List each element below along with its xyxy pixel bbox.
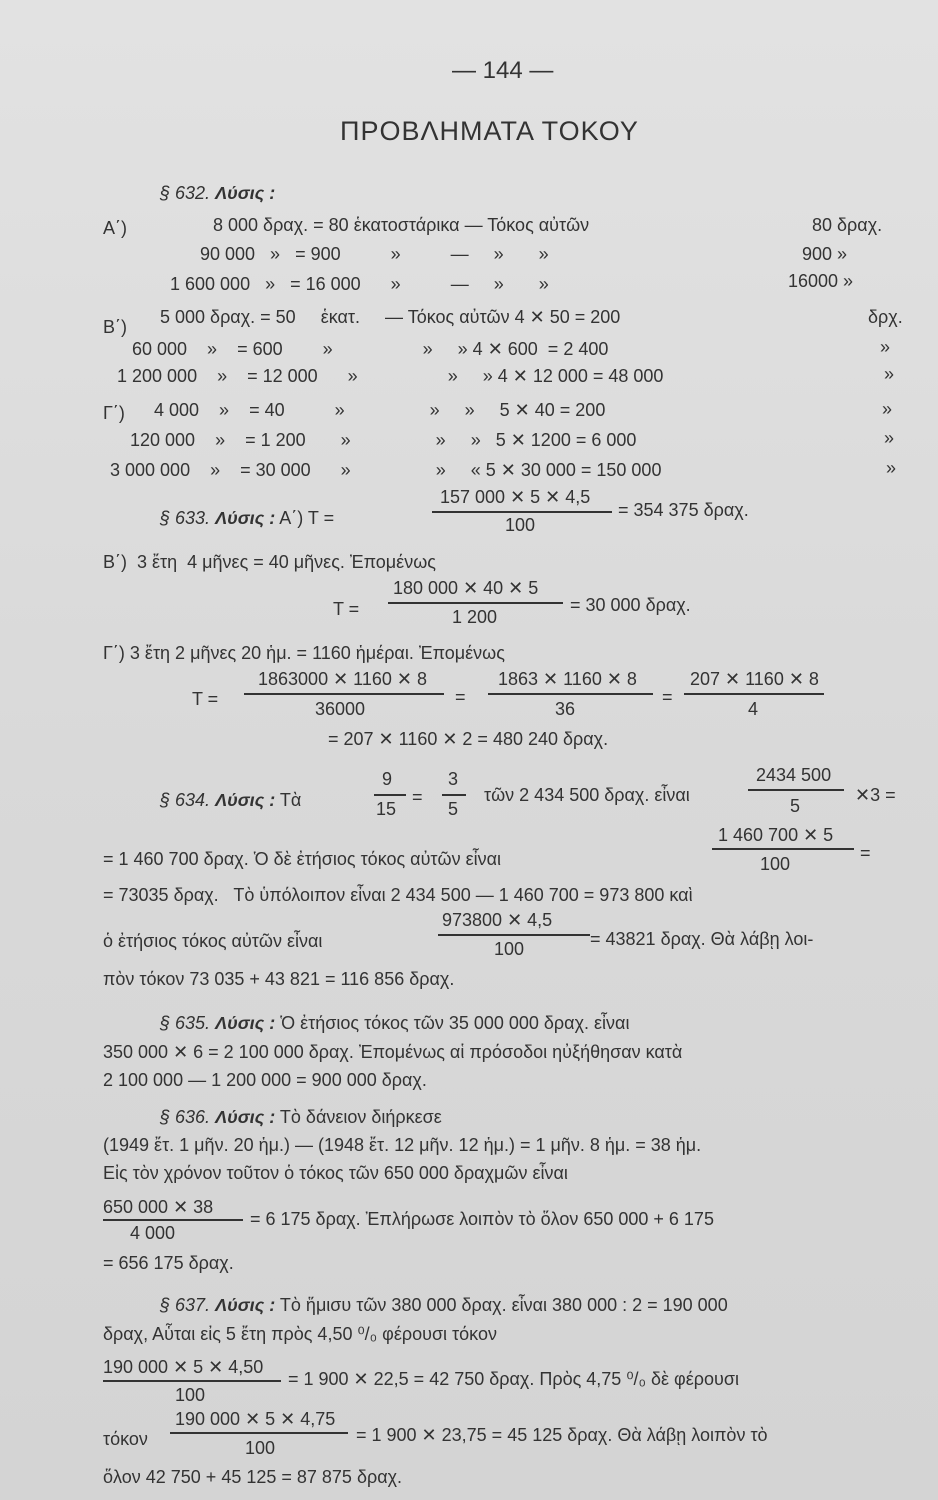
section-637-heading — [160, 1294, 728, 1316]
solution-label: Λύσις : — [215, 508, 276, 528]
line-635-3: 2 100 000 — 1 200 000 = 900 000 δραχ. — [103, 1070, 427, 1090]
value-632-b2: » — [880, 337, 891, 357]
solution-label: Λύσις : — [215, 1295, 276, 1315]
page-title: ΠΡΟΒΛΗΜΑΤΑ ΤΟΚΟΥ — [340, 116, 639, 146]
equals-sign: = — [455, 687, 466, 707]
line-632-b3: 1 200 000 » = 12 000 » » » 4 ✕ 12 000 = 48 000 — [117, 366, 664, 386]
section-number: § 637. — [160, 1295, 211, 1315]
fraction-633g-numerator-3: 207 ✕ 1160 ✕ 8 — [690, 669, 819, 689]
value-632-g2: » — [884, 428, 895, 448]
fraction-bar — [684, 693, 824, 695]
fraction-bar — [103, 1380, 281, 1382]
part-g-label: Γ΄) — [103, 403, 125, 423]
line-632-a1: 8 000 δραχ. = 80 ἑκατοστάρικα — Τόκος αὐτῶν — [213, 215, 590, 235]
fraction-634-d4: 100 — [760, 854, 791, 874]
fraction-bar — [374, 794, 406, 796]
fraction-633g-numerator-2: 1863 ✕ 1160 ✕ 8 — [498, 669, 637, 689]
fraction-634-n3: 2434 500 — [756, 765, 832, 785]
fraction-633g-numerator-1: 1863000 ✕ 1160 ✕ 8 — [258, 669, 427, 689]
line-636-4: = 6 175 δραχ. Ἐπλήρωσε λοιπὸν τὸ ὅλον 650 000 + 6 175 — [250, 1209, 714, 1229]
line-637-3: = 1 900 ✕ 22,5 = 42 750 δραχ. Πρὸς 4,75 ⁰/₀ δὲ φέρουσι — [288, 1369, 739, 1389]
line-636-3: Εἰς τὸν χρόνον τοῦτον ὁ τόκος τῶν 650 000 δραχμῶν εἶναι — [103, 1163, 568, 1183]
result-633g: = 207 ✕ 1160 ✕ 2 = 480 240 δραχ. — [328, 729, 609, 749]
line-634-mid: τῶν 2 434 500 δραχ. εἶναι — [484, 785, 690, 805]
line-635-2: 350 000 ✕ 6 = 2 100 000 δραχ. Ἐπομένως αἱ πρόσοδοι ηὐξήθησαν κατὰ — [103, 1042, 683, 1062]
line-634-5: πὸν τόκον 73 035 + 43 821 = 116 856 δραχ. — [103, 969, 455, 989]
fraction-637-numerator-2: 190 000 ✕ 5 ✕ 4,75 — [175, 1409, 336, 1429]
line-634-tail: ✕3 = — [855, 785, 896, 805]
value-632-b1: δρχ. — [868, 307, 903, 327]
fraction-634-d1: 15 — [376, 799, 397, 819]
section-number: § 635. — [160, 1013, 211, 1033]
line-634-4a: ὁ ἐτήσιος τόκος αὐτῶν εἶναι — [103, 931, 323, 951]
text-ta: Τὰ — [279, 790, 302, 810]
section-number: § 634. — [160, 790, 211, 810]
fraction-634-n4: 1 460 700 ✕ 5 — [718, 825, 834, 845]
value-632-a3: 16000 » — [788, 271, 854, 291]
line-632-a2: 90 000 » = 900 » — » » — [200, 244, 549, 264]
line-634-2: = 1 460 700 δραχ. Ὁ δὲ ἐτήσιος τόκος αὐτῶν εἶναι — [103, 849, 502, 869]
fraction-633a-numerator: 157 000 ✕ 5 ✕ 4,5 — [440, 487, 591, 507]
line-636-5: = 656 175 δραχ. — [103, 1253, 234, 1273]
solution-label: Λύσις : — [215, 1013, 276, 1033]
line-637-5: ὅλον 42 750 + 45 125 = 87 875 δραχ. — [103, 1467, 403, 1487]
section-635-heading — [160, 1012, 629, 1034]
line-634-3: = 73035 δραχ. Τὸ ὑπόλοιπον εἶναι 2 434 500 — 1 460 700 = 973 800 καὶ — [103, 885, 693, 905]
fraction-bar — [438, 934, 590, 936]
fraction-bar — [488, 693, 653, 695]
line-637-2: δραχ, Αὗται εἰς 5 ἔτη πρὸς 4,50 ⁰/₀ φέρουσι τόκον — [103, 1324, 497, 1344]
fraction-634-d5: 100 — [494, 939, 525, 959]
solution-label: Λύσις : — [215, 183, 276, 203]
fraction-bar — [388, 602, 563, 604]
fraction-637-numerator-1: 190 000 ✕ 5 ✕ 4,50 — [103, 1357, 264, 1377]
line-632-b1: 5 000 δραχ. = 50 ἑκατ. — Τόκος αὐτῶν 4 ✕ 50 = 200 — [160, 307, 621, 327]
fraction-633b-denominator: 1 200 — [452, 607, 498, 627]
value-632-a2: 900 » — [802, 244, 848, 264]
fraction-633a-denominator: 100 — [505, 515, 536, 535]
part-a-label: Α΄) — [103, 218, 127, 238]
line-637-1: Τὸ ἥμισυ τῶν 380 000 δραχ. εἶναι 380 000 : 2 = 190 000 — [279, 1295, 728, 1315]
fraction-bar — [442, 794, 466, 796]
line-635-1: Ὁ ἐτήσιος τόκος τῶν 35 000 000 δραχ. εἶναι — [280, 1013, 630, 1033]
fraction-bar — [748, 789, 844, 791]
value-632-g1: » — [882, 399, 893, 419]
result-633b: = 30 000 δραχ. — [570, 595, 691, 615]
equals-sign: = — [662, 687, 673, 707]
solution-label: Λύσις : — [215, 1107, 276, 1127]
line-632-g3: 3 000 000 » = 30 000 » » « 5 ✕ 30 000 = 150 000 — [110, 460, 662, 480]
fraction-bar — [103, 1219, 243, 1221]
fraction-633g-denominator-1: 36000 — [315, 699, 366, 719]
fraction-634-d2: 5 — [448, 799, 459, 819]
value-632-b3: » — [884, 364, 895, 384]
line-636-2: (1949 ἔτ. 1 μῆν. 20 ἡμ.) — (1948 ἔτ. 12 μῆν. 12 ἡμ.) = 1 μῆν. 8 ἡμ. = 38 ἡμ. — [103, 1135, 702, 1155]
fraction-637-denominator-2: 100 — [245, 1438, 276, 1458]
word-tokon: τόκον — [103, 1429, 148, 1449]
section-number: § 633. — [160, 508, 211, 528]
line-632-g2: 120 000 » = 1 200 » » » 5 ✕ 1200 = 6 000 — [130, 430, 637, 450]
equals-sign: = — [412, 787, 423, 807]
part-b-label: Β΄) — [103, 317, 127, 337]
section-number: § 636. — [160, 1107, 211, 1127]
section-632-heading — [160, 182, 275, 204]
fraction-bar — [712, 848, 854, 850]
page-number: — 144 — — [452, 57, 554, 84]
formula-T-label: Τ = — [333, 599, 360, 619]
equals-sign: = — [860, 843, 871, 863]
formula-T-label: Τ = — [192, 689, 219, 709]
value-632-g3: » — [886, 458, 897, 478]
section-636-heading — [160, 1106, 442, 1128]
line-632-g1: 4 000 » = 40 » » » 5 ✕ 40 = 200 — [154, 400, 606, 420]
line-636-1: Τὸ δάνειον διήρκεσε — [279, 1107, 442, 1127]
fraction-637-denominator-1: 100 — [175, 1385, 206, 1405]
fraction-634-n2: 3 — [448, 769, 459, 789]
fraction-633b-numerator: 180 000 ✕ 40 ✕ 5 — [393, 578, 539, 598]
fraction-634-n5: 973800 ✕ 4,5 — [442, 910, 553, 930]
line-632-a3: 1 600 000 » = 16 000 » — » » — [170, 274, 549, 294]
fraction-bar — [244, 693, 444, 695]
section-633-heading — [160, 507, 334, 529]
section-634-heading — [160, 789, 301, 811]
line-633-g: Γ΄) 3 ἔτη 2 μῆνες 20 ἡμ. = 1160 ἡμέραι. Ἐπομένως — [103, 643, 505, 663]
fraction-bar — [170, 1432, 348, 1434]
fraction-633g-denominator-2: 36 — [555, 699, 576, 719]
line-634-4b: = 43821 δραχ. Θὰ λάβῃ λοι- — [590, 929, 814, 949]
fraction-634-d3: 5 — [790, 796, 801, 816]
part-a-formula-label: Α΄) Τ = — [279, 508, 335, 528]
value-632-a1: 80 δραχ. — [812, 215, 883, 235]
fraction-636-numerator: 650 000 ✕ 38 — [103, 1197, 214, 1217]
section-number: § 632. — [160, 183, 211, 203]
line-637-4: = 1 900 ✕ 23,75 = 45 125 δραχ. Θὰ λάβῃ λοιπὸν τὸ — [356, 1425, 768, 1445]
fraction-636-denominator: 4 000 — [130, 1223, 176, 1243]
solution-label: Λύσις : — [215, 790, 276, 810]
fraction-633g-denominator-3: 4 — [748, 699, 759, 719]
result-633a: = 354 375 δραχ. — [618, 500, 749, 520]
fraction-634-n1: 9 — [382, 769, 393, 789]
line-632-b2: 60 000 » = 600 » » » 4 ✕ 600 = 2 400 — [132, 339, 609, 359]
line-633-b: Β΄) 3 ἔτη 4 μῆνες = 40 μῆνες. Ἐπομένως — [103, 552, 436, 572]
fraction-bar — [432, 511, 612, 513]
